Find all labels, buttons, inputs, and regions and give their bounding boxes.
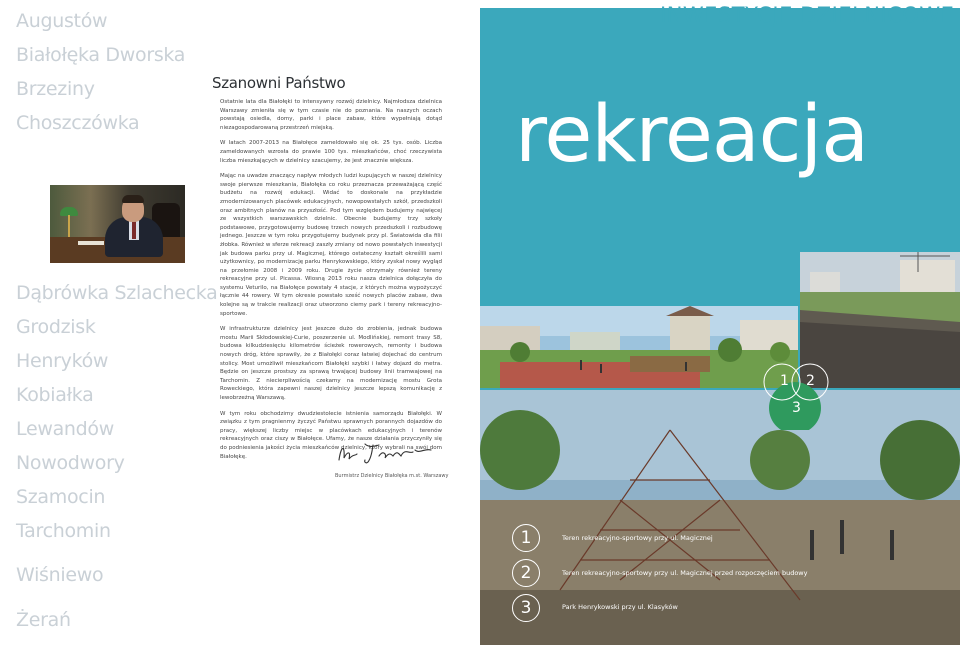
district-item: Kobiałka bbox=[16, 384, 94, 406]
caption-number-circle: 1 bbox=[512, 524, 540, 552]
district-item: Żerań bbox=[16, 609, 71, 631]
letter-body bbox=[220, 98, 442, 468]
signer-caption: Burmistrz Dzielnicy Białołęka m.st. Warszawy bbox=[335, 473, 449, 479]
district-item: Szamocin bbox=[16, 486, 106, 508]
signature-image bbox=[335, 440, 435, 466]
photo-number-1: 1 bbox=[780, 373, 789, 389]
photo-park-magiczna bbox=[480, 306, 798, 388]
photo-number-3: 3 bbox=[792, 400, 801, 416]
district-item: Brzeziny bbox=[16, 78, 95, 100]
district-item: Dąbrówka Szlachecka bbox=[16, 282, 218, 304]
letter-paragraph: W infrastrukturze dzielnicy jest jeszcze dużo do zrobienia, jednak budowa mostu Marii Skłodowskiej-Curie, poszerzenie ul. Modlińskiej, remont trasy S8, budowa kilkudziesięciu kilometrów ścieżek rowerowych, remonty i budowa nowych dróg, które sprawiły, że z Białołęki coraz łatwiej dojechać do centrum stolicy. Most umożliwił mieszkańcom Białołęki szybki i łatwy dojazd do metra. Będzie on jeszcze prostszy za sprawą trwającej budowy linii tramwajowej na Tarchomin. Z niecierpliwością czekamy na modernizację mostu Grota Roweckiego, która zapewni naszej dzielnicy jeszcze lepszą komunikację z lewobrzeżną Warszawą. bbox=[220, 326, 442, 401]
mayor-portrait-photo bbox=[50, 185, 185, 263]
letter-paragraph: Mając na uwadze znaczący napływ młodych ludzi kupujących w naszej dzielnicy swoje pierwsze mieszkania, Białołęka co roku przeznacza przeważającą część budżetu na rozwój edukacji. Widać to doskonale na przykładzie zmodernizowanych placówek edukacyjnych, nowopowstałych szkół, przedszkoli oraz ambitnych planów na przyszłość. Pod tym względem budujemy najwięcej ze wszystkich warszawskich dzielnic. Obecnie budujemy trzy szkoły podstawowe, przygotowujemy budowę trzech nowych przedszkoli i rozbudowę jednego. Jeszcze w tym roku przygotujemy budynek przy pl. Światowida dla filii żłobka. Również w sferze rekreacji zaszły zmiany od nowo powstałych inwestycji jak budowa parku przy ul. Magicznej, którego ostateczny kształt określili sami użytkownicy, po modernizację parku Henrykowskiego, który zyskał nowy wygląd na przełomie 2008 i 2009 roku. Drugie życie otrzymały również tereny rekreacyjne przy ul. Picassa. Wiosną 2013 roku nasza dzielnica dołączyła do systemu Veturilo, na Białołęce powstały 4 stacje, z których można wypożyczyć łącznie 44 rowery. W tym okresie powstało sześć nowych placów zabaw, dwa kolejne są w trakcie realizacji oraz utworzono ciemy park i tereny rekreacyjno-sportowe. bbox=[220, 173, 442, 317]
photo-henrykowski-park bbox=[480, 390, 960, 645]
caption-text: Teren rekreacyjno-sportowy przy ul. Magicznej przed rozpoczęciem budowy bbox=[562, 569, 808, 577]
district-item: Grodzisk bbox=[16, 316, 96, 338]
district-item: Henryków bbox=[16, 350, 109, 372]
district-item: Białołęka Dworska bbox=[16, 44, 186, 66]
caption-number-circle: 3 bbox=[512, 594, 540, 622]
photo-number-2: 2 bbox=[806, 373, 815, 389]
section-header: INWESTYCJE DZIELNICOWE bbox=[660, 3, 955, 27]
photo-index-circles bbox=[760, 360, 840, 430]
caption-text: Teren rekreacyjno-sportowy przy ul. Magicznej bbox=[562, 534, 713, 542]
letter-paragraph: Ostatnie lata dla Białołęki to intensywny rozwój dzielnicy. Najmłodsza dzielnica Warszawy zmieniła się w tym czasie nie do poznania. Na naszych oczach powstają osiedla, domy, parki i place zabaw, które wypełniają dotąd niezagospodarowaną przestrzeń miejską. bbox=[220, 99, 442, 131]
letter-title: Szanowni Państwo bbox=[212, 74, 346, 92]
district-list bbox=[16, 0, 218, 645]
letter-paragraph: W tym roku obchodzimy dwudziestolecie istnienia samorządu Białołęki. W związku z tym pragnienmy życzyć Państwu sprawnych porannych dojazdów do pracy, większej liczby miejsc w placówkach edukacyjnych i terenów rekreacyjnych oraz ciszy w Białołęce. Ufamy, że nasze działania przyczyniły się do podniesienia jakości życia mieszkańców dzielnicy, który wybrali na swój dom Białołękę. bbox=[220, 410, 442, 460]
district-item: Augustów bbox=[16, 10, 108, 32]
district-item: Wiśniewo bbox=[16, 564, 104, 586]
caption-number-circle: 2 bbox=[512, 559, 540, 587]
district-item: Lewandów bbox=[16, 418, 114, 440]
district-item: Nowodwory bbox=[16, 452, 125, 474]
letter-paragraph: W latach 2007-2013 na Białołęce zameldowało się ok. 25 tys. osób. Liczba zameldowanych wzrosła do prawie 100 tys. mieszkańców, choć rzeczywista liczba mieszkających w dzielnicy szacujemy, że jest znacznie większa. bbox=[220, 140, 442, 164]
district-item: Tarchomin bbox=[16, 520, 111, 542]
caption-text: Park Henrykowski przy ul. Klasyków bbox=[562, 603, 678, 611]
section-big-title: rekreacja bbox=[515, 90, 869, 180]
district-item: Choszczówka bbox=[16, 112, 140, 134]
